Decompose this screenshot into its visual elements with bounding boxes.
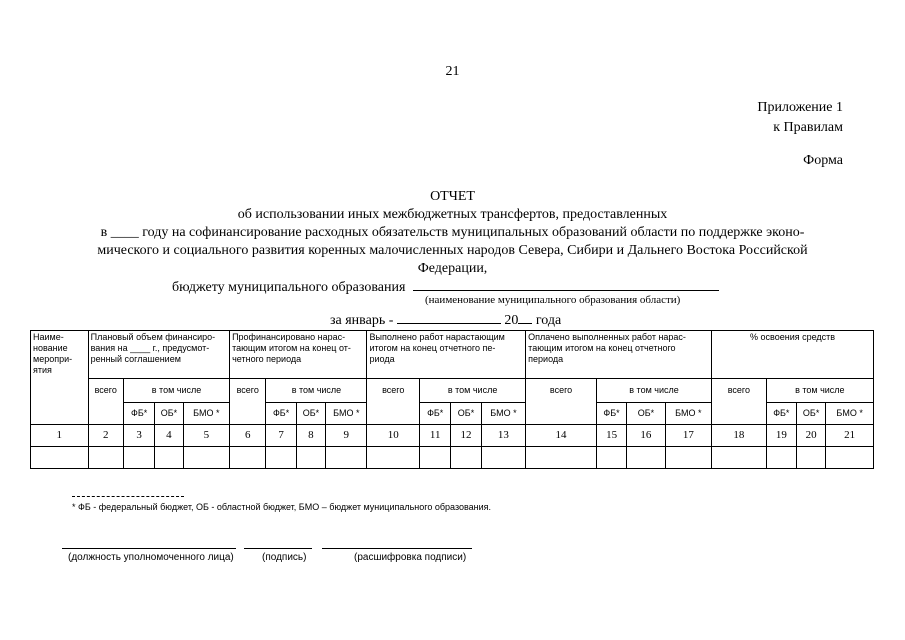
appendix-line2: к Правилам — [773, 120, 843, 135]
fb-label: ФБ* — [766, 403, 796, 425]
fb-label: ФБ* — [266, 403, 296, 425]
table-cell[interactable] — [712, 447, 767, 469]
decoding-caption: (расшифровка подписи) — [354, 552, 467, 563]
title-line1: об использовании иных межбюджетных трансфертов, предоставленных — [237, 207, 668, 222]
report-heading: ОТЧЕТ — [430, 189, 475, 204]
table-cell[interactable] — [88, 447, 123, 469]
column-number: 3 — [123, 425, 154, 447]
column-number: 7 — [266, 425, 296, 447]
fb-label: ФБ* — [420, 403, 451, 425]
footnote-divider — [72, 496, 184, 497]
column-number-row — [31, 425, 874, 447]
column-number: 5 — [183, 425, 230, 447]
table-cell[interactable] — [627, 447, 665, 469]
column-number: 9 — [326, 425, 367, 447]
column-number: 19 — [766, 425, 796, 447]
total-label: всего — [367, 379, 420, 425]
bmo-label: БМО * — [326, 403, 367, 425]
column-number: 1 — [31, 425, 89, 447]
page-number: 21 — [445, 64, 460, 79]
table-cell[interactable] — [826, 447, 874, 469]
title-line3: мического и социального развития коренных малочисленных народов Севера, Сибири и Дальнего Востока Российской — [97, 243, 808, 258]
column-number: 4 — [155, 425, 183, 447]
table-cell[interactable] — [367, 447, 420, 469]
data-row-empty — [31, 447, 874, 469]
table-cell[interactable] — [481, 447, 526, 469]
column-number: 8 — [296, 425, 325, 447]
budget-sub-caption: (наименование муниципального образования области) — [425, 294, 681, 306]
period-blank — [397, 311, 501, 324]
column-number: 17 — [665, 425, 712, 447]
table-cell[interactable] — [665, 447, 712, 469]
bmo-label: БМО * — [665, 403, 712, 425]
column-number: 15 — [596, 425, 626, 447]
bmo-label: БМО * — [183, 403, 230, 425]
fb-label: ФБ* — [123, 403, 154, 425]
period-year: 20 — [504, 313, 519, 328]
column-number: 14 — [526, 425, 597, 447]
table-cell[interactable] — [266, 447, 296, 469]
column-number: 21 — [826, 425, 874, 447]
column-number: 11 — [420, 425, 451, 447]
table-cell[interactable] — [766, 447, 796, 469]
table-cell[interactable] — [155, 447, 183, 469]
table-cell[interactable] — [123, 447, 154, 469]
title-line2: в ____ году на софинансирование расходных обязательств муниципальных образований области по поддержке эконо- — [100, 225, 805, 240]
including-label: в том числе — [266, 379, 367, 403]
total-label: всего — [526, 379, 597, 425]
column-number: 2 — [88, 425, 123, 447]
header-planned: Плановый объем финансиро- вания на ____ г., предусмот- ренный соглашением — [88, 331, 229, 379]
column-number: 10 — [367, 425, 420, 447]
footnote: * ФБ - федеральный бюджет, ОБ - областной бюджет, БМО – бюджет муниципального образования. — [72, 502, 492, 512]
header-completed: Выполнено работ нарастающим итогом на конец отчетного пе- риода — [367, 331, 526, 379]
period-suffix: года — [535, 313, 562, 328]
column-number: 20 — [796, 425, 825, 447]
header-activity-name: Наиме- нование меропри- ятия — [31, 331, 89, 425]
table-cell[interactable] — [451, 447, 481, 469]
decoding-signature-line — [322, 548, 472, 549]
ob-label: ОБ* — [796, 403, 825, 425]
year-blank — [518, 311, 532, 324]
total-label: всего — [230, 379, 266, 425]
bmo-label: БМО * — [826, 403, 874, 425]
period-line — [330, 311, 561, 329]
table-cell[interactable] — [596, 447, 626, 469]
bmo-label: БМО * — [481, 403, 526, 425]
table-cell[interactable] — [183, 447, 230, 469]
column-number: 13 — [481, 425, 526, 447]
table-cell[interactable] — [31, 447, 89, 469]
fb-label: ФБ* — [596, 403, 626, 425]
budget-label: бюджету муниципального образования — [172, 280, 406, 295]
ob-label: ОБ* — [296, 403, 325, 425]
table-cell[interactable] — [420, 447, 451, 469]
signature-line — [244, 548, 312, 549]
table-cell[interactable] — [326, 447, 367, 469]
including-label: в том числе — [420, 379, 526, 403]
period-prefix: за январь - — [330, 313, 394, 328]
position-caption: (должность уполномоченного лица) — [68, 552, 234, 563]
total-label: всего — [712, 379, 767, 425]
appendix-line1: Приложение 1 — [757, 100, 843, 115]
header-percent: % освоения средств — [712, 331, 874, 379]
form-label: Форма — [803, 153, 843, 168]
table-cell[interactable] — [230, 447, 266, 469]
ob-label: ОБ* — [627, 403, 665, 425]
including-label: в том числе — [766, 379, 873, 403]
report-table — [30, 330, 874, 469]
column-number: 18 — [712, 425, 767, 447]
appendix-block — [757, 98, 843, 138]
position-signature-line — [62, 548, 236, 549]
total-label: всего — [88, 379, 123, 425]
including-label: в том числе — [596, 379, 711, 403]
table-cell[interactable] — [526, 447, 597, 469]
header-paid: Оплачено выполненных работ нарас- тающим итогом на конец отчетного периода — [526, 331, 712, 379]
ob-label: ОБ* — [155, 403, 183, 425]
column-number: 12 — [451, 425, 481, 447]
header-financed: Профинансировано нарас- тающим итогом на конец от- четного периода — [230, 331, 367, 379]
including-label: в том числе — [123, 379, 229, 403]
column-number: 16 — [627, 425, 665, 447]
table-cell[interactable] — [796, 447, 825, 469]
table-cell[interactable] — [296, 447, 325, 469]
signature-caption: (подпись) — [262, 552, 307, 563]
ob-label: ОБ* — [451, 403, 481, 425]
budget-blank — [413, 278, 719, 291]
column-number: 6 — [230, 425, 266, 447]
title-line4: Федерации, — [417, 261, 488, 276]
